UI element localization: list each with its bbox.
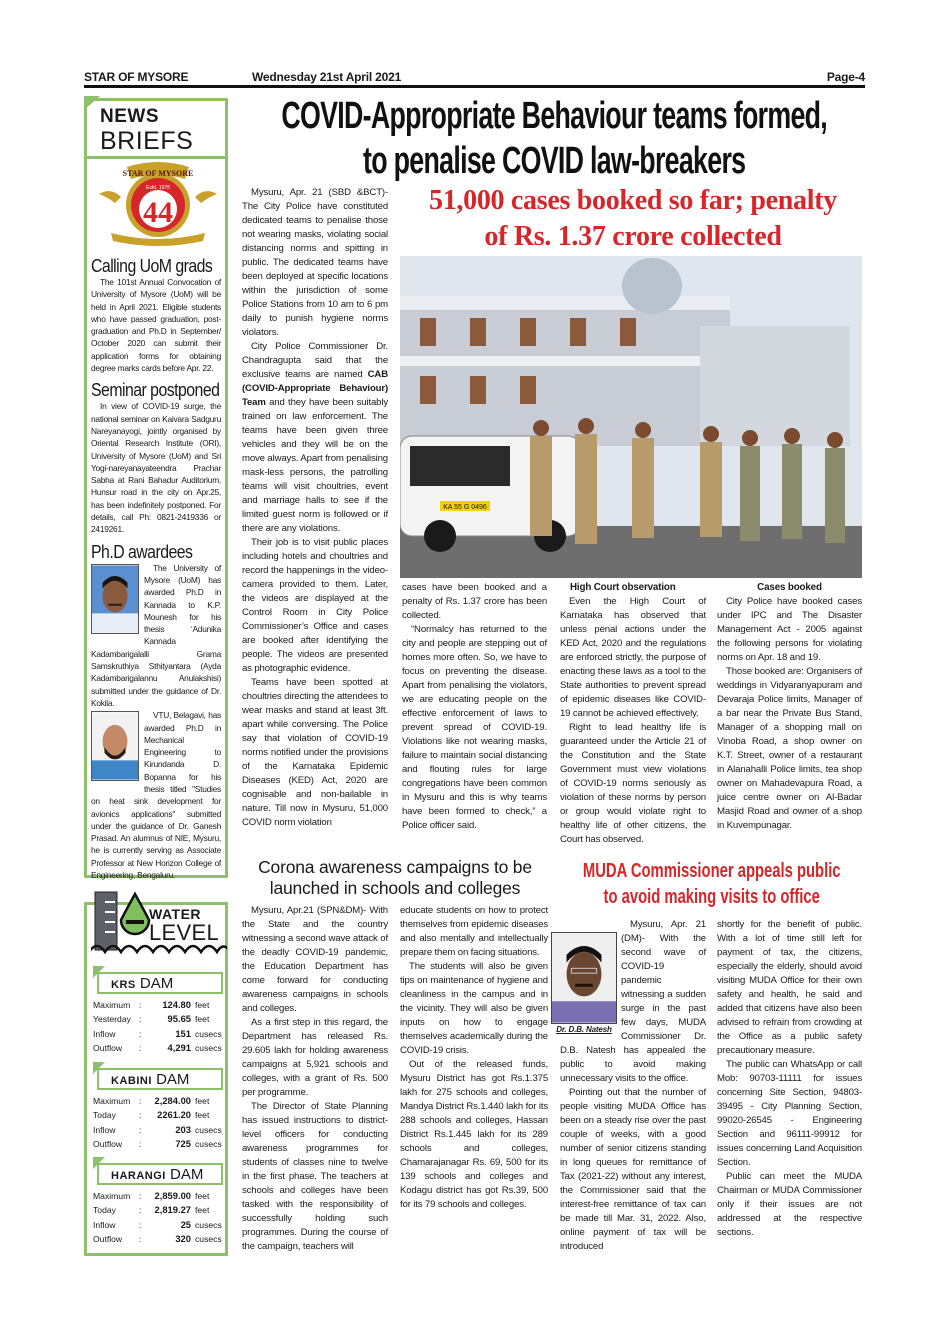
corona-headline: Corona awareness campaigns to be launched in schools and colleges — [258, 857, 532, 898]
dam-row-unit: cusecs — [195, 1043, 222, 1054]
muda-headline: MUDA Commissioner appeals public to avoid making visits to office — [582, 860, 841, 908]
dam-row — [93, 1203, 223, 1217]
dam-row-label: Maximum — [93, 1096, 131, 1106]
separator: : — [139, 1043, 142, 1054]
dam-row-unit: feet — [195, 1110, 210, 1121]
svg-text:Estd. 1978: Estd. 1978 — [146, 185, 170, 191]
dam-row-label: Maximum — [93, 1000, 131, 1010]
kd-bopanna-photo — [91, 711, 139, 781]
corner-flag-icon — [84, 96, 100, 110]
muda-column-1: Dr. D.B. Natesh Mysuru, Apr. 21 (DM)- With the second wave of COVID-19 pandemic witnessing a sudden surge in the past few days, MUDA Commissioner Dr. D.B. Natesh has appealed the public to avoid making unnecessary visits to the office. Pointing out that the number of people visiting MUDA Office has been on a steady rise over the past couple of weeks, with a good number of senior citizens standing in long queues for remittance of Tax (2021-22) without any interest, the Commissioner said that the interest-free remittance of tax can be made till Mar. 31, 2022. Also, online payment of tax will be introduced — [560, 918, 706, 1254]
separator: : — [139, 1205, 142, 1216]
dam-row-unit: feet — [195, 1205, 210, 1216]
dam-row-value: 95.65 — [167, 1013, 191, 1025]
subheading-high-court: High Court observation — [570, 582, 676, 593]
lead-headline: COVID-Appropriate Behaviour teams formed, to penalise COVID law-breakers — [281, 95, 828, 182]
separator: : — [139, 1110, 142, 1121]
dam-row — [93, 1137, 223, 1151]
dam-row — [93, 1189, 223, 1203]
svg-text:44: 44 — [143, 196, 173, 229]
separator: : — [139, 1191, 142, 1201]
separator: : — [139, 1096, 142, 1106]
subheading-cases-booked: Cases booked — [757, 582, 822, 593]
dam-row-value: 203 — [175, 1123, 191, 1135]
dam-row-value: 2,284.00 — [154, 1095, 191, 1106]
svg-text:STAR OF MYSORE: STAR OF MYSORE — [122, 169, 194, 178]
dam-row — [93, 1218, 223, 1232]
separator: : — [139, 1028, 142, 1039]
dam-row-unit: feet — [195, 1096, 210, 1106]
lead-column-1: Mysuru, Apr. 21 (SBD &BCT)- The City Police have constituted dedicated teams to penalise those not wearing masks, violating social distancing norms and spitting in public. The dedicated teams have been deployed at specific locations within the jurisdiction of some Police Stations from 10 am to 6 pm daily to punish hygiene norms violators. City Police Commissioner Dr. Chandragupta said that the exclusive teams are named CAB (COVID-Appropriate Behaviour) Team and they have been suitably trained on law enforcement. The teams have been given three vehicles and they will be on the move always. Apart from penalising mask-less persons, the patrolling teams will visit choultries, event and marriage halls to see if the limited guest norm is followed or if there are any violations. Their job is to visit public places including hotels and choultries and record the happenings in the video-camera provided to them. Later, the videos are displayed at the Control Room in City Police Commissioner’s Office and cases are booked after identifying the people. The videos are presented as photographic evidence. Teams have been spotted at choultries directing the attendees to wear masks and stand at least 3ft. apart while conversing. The Police say that violation of COVID-19 norms notified under the provisions of the Karnataka Epidemic Diseases (KED) Act, 2020 are cognisable and non-bailable in nature. Till now in Mysuru, 51,000 COVID norm violation — [242, 187, 388, 828]
dam-row-label: Inflow — [93, 1219, 116, 1230]
separator: : — [139, 1124, 142, 1135]
dam-row — [93, 1108, 223, 1122]
dam-row-value: 124.80 — [162, 999, 191, 1010]
harangi-dam-table: HARANGI DAM Maximum : 2,859.00 feet Today : 2,819.27 feet Inflow : 25 cusecs Outflow : 320 cusecs — [93, 1163, 223, 1247]
issue-date: Wednesday 21st April 2021 — [252, 70, 402, 84]
separator: : — [139, 1234, 142, 1245]
water-level-box — [84, 902, 228, 1256]
police-team-photo — [400, 256, 862, 578]
dam-row-label: Outflow — [93, 1234, 123, 1245]
dam-row-value: 725 — [175, 1138, 191, 1150]
news-briefs-box — [84, 98, 228, 881]
dam-row — [93, 1012, 223, 1026]
dam-row-label: Outflow — [93, 1043, 123, 1054]
separator: : — [139, 1000, 142, 1010]
separator: : — [139, 1139, 142, 1150]
dam-row — [93, 1123, 223, 1137]
corona-column-1: Mysuru, Apr.21 (SPN&DM)- With the State and the country witnessing a second wave attack of the deadly COVID-19 pandemic, the Education Department has come forward for conducting awareness campaigns in schools and colleges. As a first step in this regard, the Department has released Rs. 29.605 lakh for holding awareness campaigns at 5,921 schools and colleges, with a grant of Rs. 500 per programme. The Director of State Planning has issued instructions to district-level officers for conducting awareness programmes for students of classes nine to twelve in the first phase. The teachers at schools and colleges have been tasked with the responsibility of successfully holding such programmes. During the course of the campaign, teachers will — [242, 905, 388, 1252]
cab-team-name: CAB (COVID-Appropriate Behaviour) Team — [242, 369, 388, 408]
kabini-dam-table: KABINI DAM Maximum : 2,284.00 feet Today : 2261.20 feet Inflow : 203 cusecs Outflow : 725 cusecs — [93, 1068, 223, 1152]
lead-column-4: Cases booked City Police have booked cases under IPC and The Disaster Management Act - 2005 against the following persons for violating norms on Apr. 18 and 19. Those booked are: Organisers of weddings in Vidyaranyapuram and Devaraja Police limits, Manager of a bar near the Private Bus Stand, Manager of a shopping mall on Vinoba Road, a shop owner on K.T. Street, owner of a restaurant in Alanahalli Police limits, tea shop owner on Mahadevapura Road, a juice centre owner on Al-Badar Masjid Road and owner of a shop in Kuvempunagar. — [717, 582, 862, 831]
dam-row — [93, 1232, 223, 1246]
lead-column-3: High Court observation Even the High Court of Karnataka has observed that unless penal actions under the KED Act, 2020 and the regulations are enforced strictly, the purpose of enacting these laws as a tool to the State authorities to prevent spread of epidemic diseases like COVID-19 cannot be achieved effectively. Right to lead healthy life is guaranteed under the Article 21 of the Constitution and the State Government must view violations of COVID-19 norms seriously as violation of these norms by person or group would violate right to healthy life of other citizens, the Court has observed. — [560, 582, 706, 845]
dam-row — [93, 998, 223, 1012]
dam-row-value: 2,819.27 — [154, 1204, 191, 1216]
star-of-mysore-44-logo — [91, 159, 225, 249]
dam-row-unit: cusecs — [195, 1139, 222, 1150]
page-number: Page-4 — [826, 70, 865, 84]
dam-row-unit: cusecs — [195, 1234, 222, 1245]
dam-row-label: Outflow — [93, 1139, 123, 1150]
dam-row-unit: cusecs — [195, 1124, 222, 1135]
dam-row-value: 151 — [175, 1027, 191, 1039]
dam-row-value: 4,291 — [167, 1042, 191, 1054]
dam-row — [93, 1094, 223, 1108]
photo-caption: Dr. D.B. Natesh — [556, 1025, 612, 1034]
dam-row — [93, 1041, 223, 1055]
dam-row-unit: feet — [195, 1191, 210, 1201]
dam-row-label: Inflow — [93, 1028, 116, 1039]
dam-row-value: 25 — [180, 1218, 191, 1230]
dam-row-value: 320 — [175, 1233, 191, 1245]
db-natesh-photo — [551, 932, 617, 1024]
separator: : — [139, 1014, 142, 1025]
level-title: LEVEL — [149, 920, 219, 945]
brief-calling-uom-grads: Calling UoM grads The 101st Annual Convocation of University of Mysore (UoM) will be held in April 2021. Eligible students who have passed graduation, post-graduation and Ph.D in September/ October 2020 can submit their application forms for obtaining degree marks cards before Apr. 22. Seminar postponed In view of COVID-19 surge, the national seminar on Kaivara Sadguru Nareyanayogi, jointly organised by Oriental Research Institute (ORI), University of Mysore (UoM) and Sri Yogi-nareyanayateendra Prachar Sabha at Rani Bahadur Auditorium, Hunsur road in the city on Apr.25, has been indefinitely postponed. For details, call Ph: 0821-2419336 or 2419261. Ph.D awardees The University of Mysore (UoM) has awarded Ph.D in Kannada to K.P. Mounesh for his thesis ‘Adunika Kannada Kadambarigalalli Grama Samskruthiya Sthityantara (Ayda Kadambarigalannu Anulakshisi) submitted under the guidance of Dr. Kokila. VTU, Belagavi, has awarded Ph.D in Mechanical Engineering to Kirundanda D. Bopanna for his thesis titled "Studies on heat sink development for avionics applications" submitted under the guidance of Dr. Ganesh Prasad. An alumnus of NIE, Mysuru, he is currently serving as Associate Professor at New Horizon College of Engineering, Bengaluru. — [91, 256, 221, 881]
dam-row-value: 2261.20 — [157, 1109, 191, 1121]
water-title: WATER — [149, 906, 202, 922]
kp-mounesh-photo — [91, 564, 139, 634]
dam-row-label: Yesterday — [93, 1014, 131, 1025]
lead-column-2: cases have been booked and a penalty of Rs. 1.37 crore has been collected. “Normalcy has returned to the city and people are stepping out of homes more often. So, we have to focus on preventing the disease. Apart from penalising the violators, we are educating people on the effective enforcement of laws to prevent spread of COVID-19. Violations like not wearing masks, failure to maintain social distancing and flouting rules for large congregations have been common in Mysuru and this is why teams have been formed to check,” a Police officer said. — [402, 582, 547, 831]
separator: : — [139, 1219, 142, 1230]
dam-row-unit: feet — [195, 1000, 210, 1010]
news-briefs-title: NEWS BRIEFS — [87, 101, 225, 159]
dam-row-unit: cusecs — [195, 1219, 222, 1230]
dam-row-unit: cusecs — [195, 1028, 222, 1039]
dam-row-value: 2,859.00 — [154, 1190, 191, 1201]
dam-row-unit: feet — [195, 1014, 210, 1025]
dam-row-label: Inflow — [93, 1124, 116, 1135]
masthead-rule — [84, 85, 865, 88]
natesh-photo-block — [551, 932, 617, 1036]
dam-row-label: Maximum — [93, 1191, 131, 1201]
dam-row-label: Today — [93, 1205, 116, 1216]
dam-row — [93, 1027, 223, 1041]
corona-column-2: educate students on how to protect themselves from epidemic diseases and also mentally and intellectually prepare them on facing situations. The students will also be given tips on maintenance of hygiene and cleanliness in the campus and in the vicinity. They will also be given inputs on how to engage themselves academically during the COVID-19 crisis. Out of the released funds, Mysuru District has got Rs.1.375 lakh for 275 schools and colleges, Mandya District Rs.1.440 lakh for its 288 schools and colleges, Hassan District Rs.1.445 lakh for its 289 schools and colleges, Chamarajanagar Rs. 69, 500 for its 139 schools and colleges and Kodagu district has got Rs.39, 500 for its 79 schools and colleges. — [400, 905, 549, 1210]
paper-name: STAR OF MYSORE — [84, 70, 189, 84]
dam-row-label: Today — [93, 1110, 116, 1121]
svg-text:KA 55 G 0496: KA 55 G 0496 — [443, 504, 487, 511]
lead-subheadline: 51,000 cases booked so far; penalty of Rs. 1.37 crore collected — [429, 185, 837, 252]
muda-column-2: shortly for the benefit of public. With a lot of time still left for payment of tax, the citizens, especially the elderly, should avoid visiting MUDA Office for their own safety and health, he said and added that citizens have also been advised to refrain from crowding at the Office as a public safety precautionary measure. The public can WhatsApp or call Mob: 90703-11111 for issues concerning Site Section, 94803-39495 - City Planning Section, 99020-26545 - Engineering Section and 96111-99912 for issues concerning Land Acquisition Section. Public can meet the MUDA Chairman or MUDA Commissioner only if their issues are not addressed at the respective sections. — [717, 919, 862, 1238]
krs-dam-table: KRS DAM Maximum : 124.80 feet Yesterday : 95.65 feet Inflow : 151 cusecs Outflow : 4,291 cusecs — [93, 972, 223, 1056]
